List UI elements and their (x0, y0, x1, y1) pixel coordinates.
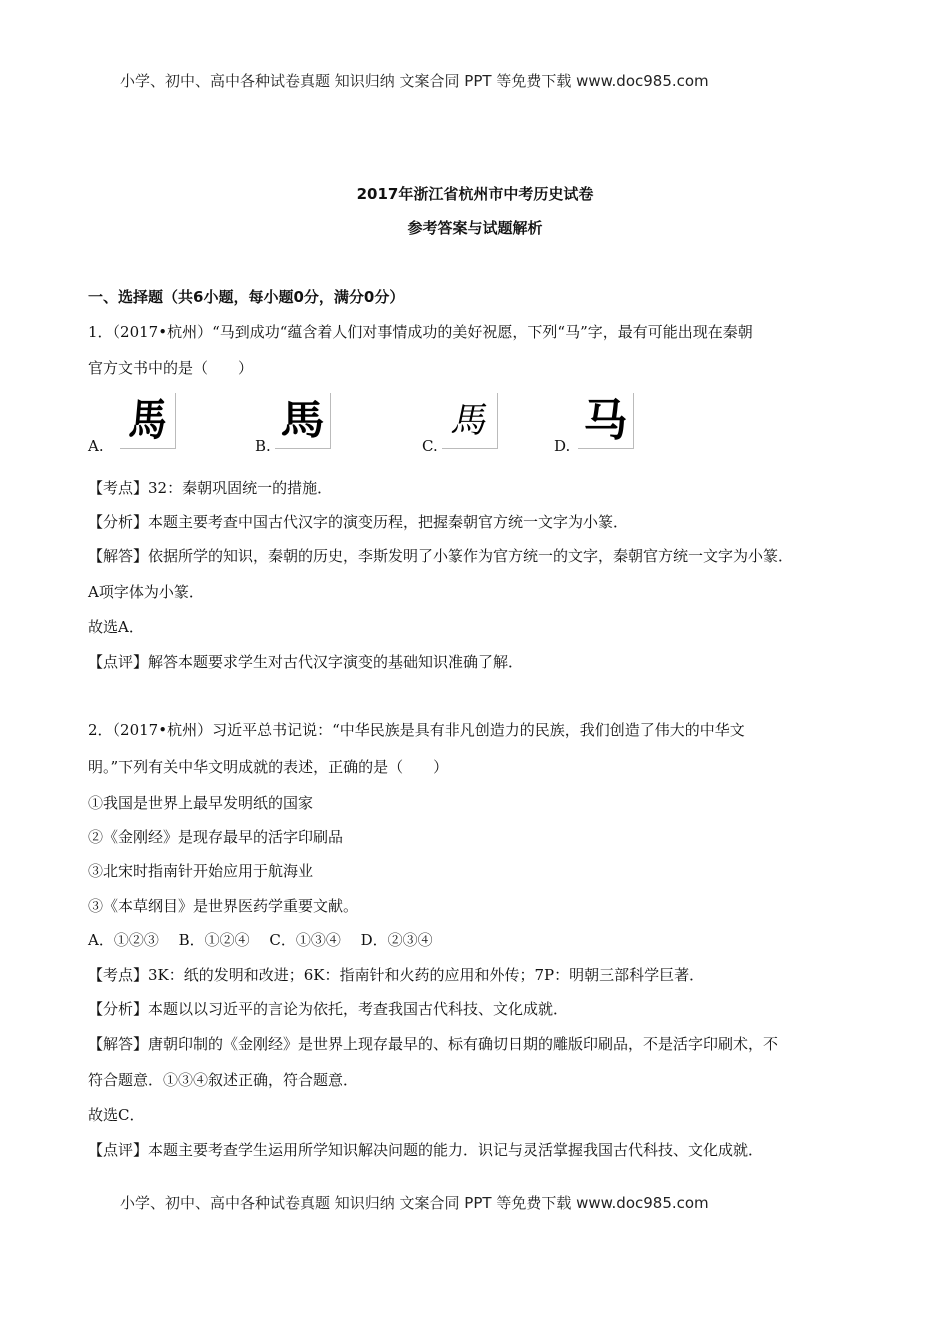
q1-option-d-label: D. (554, 437, 571, 455)
q1-option-d-glyph (578, 393, 634, 449)
q2-item-2: ②《金刚经》是现存最早的活字印刷品 (88, 828, 344, 846)
q2-item-3: ③北宋时指南针开始应用于航海业 (88, 862, 314, 880)
page-header: 小学、初中、高中各种试卷真题 知识归纳 文案合同 PPT 等免费下载 www.doc985.com (120, 72, 709, 90)
q1-option-a-glyph (120, 393, 176, 449)
q1-jieda-line2: A项字体为小篆． (88, 583, 204, 601)
q2-stem-line2: 明。”下列有关中华文明成就的表述，正确的是（ ） (88, 758, 449, 776)
q2-kaodian: 【考点】3K：纸的发明和改进；6K：指南针和火药的应用和外传；7P：明朝三部科学巨著． (88, 966, 705, 984)
q2-stem-line1: 2．（2017•杭州）习近平总书记说：“中华民族是具有非凡创造力的民族，我们创造了伟大的中华文 (88, 721, 745, 739)
page-footer: 小学、初中、高中各种试卷真题 知识归纳 文案合同 PPT 等免费下载 www.doc985.com (120, 1194, 709, 1212)
q1-stem-line2: 官方文书中的是（ ） (88, 359, 254, 377)
q1-answer: 故选A． (88, 618, 144, 636)
q1-dianping: 【点评】解答本题要求学生对古代汉字演变的基础知识准确了解． (88, 653, 524, 671)
q1-jieda-line1: 【解答】依据所学的知识，秦朝的历史，李斯发明了小篆作为官方统一的文字，秦朝官方统一文字为小篆． (88, 547, 794, 565)
q1-option-c-char: 馬 (447, 399, 492, 441)
q2-jieda-line2: 符合题意．①③④叙述正确，符合题意． (88, 1071, 359, 1089)
page-subtitle: 参考答案与试题解析 (407, 219, 543, 237)
q2-item-4: ③《本草纲目》是世界医药学重要文献。 (88, 897, 359, 915)
section-heading: 一、选择题（共6小题，每小题0分，满分0分） (88, 288, 405, 306)
q1-stem-line1: 1．（2017•杭州）“马到成功“蕴含着人们对事情成功的美好祝愿，下列“马”字，最有可能出现在秦朝 (88, 323, 753, 341)
q2-item-1: ①我国是世界上最早发明纸的国家 (88, 794, 314, 812)
q1-option-b-char: 馬 (280, 397, 325, 443)
q1-option-b-label: B. (255, 437, 271, 455)
page-title: 2017年浙江省杭州市中考历史试卷 (356, 185, 594, 203)
q2-answer: 故选C． (88, 1106, 145, 1124)
q1-option-b-glyph (275, 393, 331, 449)
q1-kaodian: 【考点】32：秦朝巩固统一的措施． (88, 479, 333, 497)
q2-jieda-line1: 【解答】唐朝印制的《金刚经》是世界上现存最早的、标有确切日期的雕版印刷品，不是活字印刷术，不 (88, 1035, 779, 1053)
q2-choices: A．①②③ B．①②④ C．①③④ D．②③④ (88, 931, 433, 949)
q1-option-a-label: A. (88, 437, 104, 455)
q1-option-d-char: 马 (583, 394, 628, 446)
q2-fenxi: 【分析】本题以以习近平的言论为依托，考查我国古代科技、文化成就． (88, 1000, 569, 1018)
q1-option-c-glyph (442, 393, 498, 449)
q1-fenxi: 【分析】本题主要考查中国古代汉字的演变历程，把握秦朝官方统一文字为小篆． (88, 513, 629, 531)
q2-dianping: 【点评】本题主要考查学生运用所学知识解决问题的能力．识记与灵活掌握我国古代科技、文化成就． (88, 1141, 764, 1159)
q1-option-a-char: 馬 (126, 394, 169, 446)
q1-option-c-label: C. (422, 437, 438, 455)
